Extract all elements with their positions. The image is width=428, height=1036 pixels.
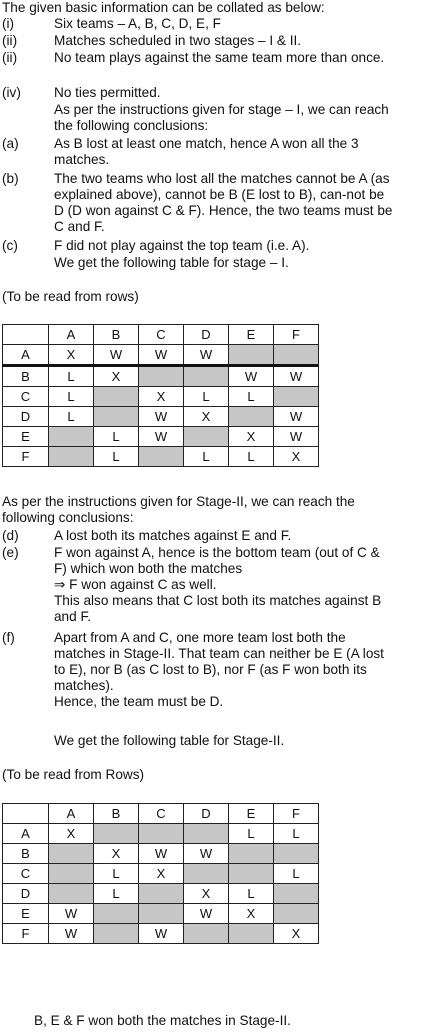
item-label: (ii) — [2, 33, 18, 48]
table-cell: W — [49, 924, 94, 944]
final-conclusion: B, E & F won both the matches in Stage-II. — [34, 1013, 291, 1028]
table-cell: X — [49, 824, 94, 844]
table-cell — [139, 824, 184, 844]
table-cell: L — [229, 387, 274, 407]
table-cell: W — [274, 366, 319, 387]
table-cell — [229, 924, 274, 944]
table-cell: W — [49, 904, 94, 924]
row-header: D — [3, 884, 49, 904]
table-cell: L — [184, 447, 229, 467]
item-line: A lost both its matches against E and F. — [54, 528, 292, 543]
column-header: C — [139, 804, 184, 824]
column-header: A — [49, 325, 94, 345]
table-cell: W — [139, 924, 184, 944]
table-cell: W — [229, 366, 274, 387]
item-text: No ties permitted. — [54, 85, 161, 100]
table-cell — [274, 884, 319, 904]
table-cell — [139, 447, 184, 467]
row-header: A — [3, 824, 49, 844]
table-cell — [49, 864, 94, 884]
table-cell — [274, 904, 319, 924]
item-text: As B lost at least one match, hence A won all the 3 matches. — [54, 136, 359, 167]
table-cell — [49, 447, 94, 467]
item-line: ⇒ F won against C as well. — [54, 577, 217, 592]
table-cell: X — [49, 345, 94, 366]
table-cell — [94, 387, 139, 407]
table-cell: W — [139, 844, 184, 864]
item-text — [54, 545, 394, 625]
item-label: (e) — [2, 545, 19, 560]
item-line: Hence, the team must be D. — [54, 694, 224, 709]
table-cell — [49, 884, 94, 904]
table-cell — [274, 844, 319, 864]
table-cell — [229, 345, 274, 366]
table-cell: W — [184, 904, 229, 924]
table-cell: W — [184, 844, 229, 864]
stage2-table — [2, 803, 319, 944]
row-header: B — [3, 844, 49, 864]
stage2-intro: As per the instructions given for Stage-II, we can reach the following conclusions: — [2, 494, 355, 525]
table-cell: X — [184, 407, 229, 427]
table-cell — [229, 407, 274, 427]
item-text: No team plays against the same team more than once. — [54, 50, 385, 65]
table-cell — [184, 824, 229, 844]
table-cell: X — [94, 366, 139, 387]
table-row — [3, 345, 319, 366]
table-cell — [184, 864, 229, 884]
table-cell — [94, 407, 139, 427]
column-header: B — [94, 804, 139, 824]
row-header: D — [3, 407, 49, 427]
table-cell: W — [274, 427, 319, 447]
table-row — [3, 864, 319, 884]
table-row — [3, 904, 319, 924]
table-cell: W — [94, 345, 139, 366]
table-cell: L — [229, 884, 274, 904]
table-cell: L — [229, 447, 274, 467]
table-cell — [274, 345, 319, 366]
item-text — [54, 528, 394, 544]
table-cell: W — [139, 407, 184, 427]
item-text: The two teams who lost all the matches cannot be A (as explained above), cannot be B (E lost to B), can-not be D (D won against C & F). Hence, the two teams must be C and F. — [54, 171, 393, 234]
item-label: (b) — [2, 171, 19, 186]
table-cell — [139, 366, 184, 387]
column-header: E — [229, 325, 274, 345]
item-text: F did not play against the top team (i.e. A). — [54, 238, 310, 253]
table-cell — [139, 884, 184, 904]
table-cell — [184, 427, 229, 447]
table-cell: X — [139, 864, 184, 884]
column-header: A — [49, 804, 94, 824]
column-header: E — [229, 804, 274, 824]
intro-text: The given basic information can be collated as below: — [2, 0, 325, 15]
item-label: (d) — [2, 528, 19, 543]
corner-cell — [3, 804, 49, 824]
table-cell: L — [49, 366, 94, 387]
table-cell: X — [274, 447, 319, 467]
table-cell: X — [139, 387, 184, 407]
item-label: (ii) — [2, 50, 18, 65]
table-cell: X — [229, 904, 274, 924]
table-row — [3, 924, 319, 944]
row-header: E — [3, 904, 49, 924]
item-label: (f) — [2, 630, 15, 645]
header-row — [3, 325, 319, 345]
item-label: (iv) — [2, 85, 21, 100]
table1-note: (To be read from rows) — [2, 289, 139, 304]
table-cell: L — [94, 884, 139, 904]
column-header: F — [274, 804, 319, 824]
table-cell — [94, 824, 139, 844]
row-header: C — [3, 864, 49, 884]
stage1-intro: As per the instructions given for stage – I, we can reach the following conclusions: — [54, 102, 389, 133]
table-cell: X — [274, 924, 319, 944]
table-row — [3, 824, 319, 844]
column-header: F — [274, 325, 319, 345]
table-row — [3, 366, 319, 387]
column-header: D — [184, 325, 229, 345]
table-cell: L — [94, 427, 139, 447]
table-cell: L — [94, 864, 139, 884]
table-row — [3, 844, 319, 864]
table-row — [3, 407, 319, 427]
table-cell — [94, 904, 139, 924]
table-cell — [94, 924, 139, 944]
row-header: F — [3, 924, 49, 944]
table-cell: W — [139, 345, 184, 366]
row-header: B — [3, 366, 49, 387]
item-label: (a) — [2, 136, 19, 151]
table-cell: L — [229, 824, 274, 844]
table-cell — [184, 366, 229, 387]
table-cell: W — [139, 427, 184, 447]
table-row — [3, 427, 319, 447]
table-cell: W — [274, 407, 319, 427]
table-cell: X — [229, 427, 274, 447]
item-text: Matches scheduled in two stages – I & II. — [54, 33, 302, 48]
table-cell: L — [184, 387, 229, 407]
column-header: C — [139, 325, 184, 345]
item-label: (i) — [2, 16, 15, 31]
table-cell: L — [274, 824, 319, 844]
table-cell — [139, 904, 184, 924]
table-cell: L — [94, 447, 139, 467]
item-line: This also means that C lost both its matches against B and F. — [54, 593, 382, 624]
table-cell: L — [274, 864, 319, 884]
table-row — [3, 387, 319, 407]
row-header: A — [3, 345, 49, 366]
table-cell: W — [184, 345, 229, 366]
table-cell: L — [49, 387, 94, 407]
row-header: E — [3, 427, 49, 447]
item-line: Apart from A and C, one more team lost both the matches in Stage-II. That team can neither be E (A lost to E), nor B (as C lost to B), nor F (as F won both its matches). — [54, 630, 384, 693]
item-text — [54, 630, 394, 710]
table-cell: L — [49, 407, 94, 427]
table-cell — [184, 924, 229, 944]
stage2-table-intro: We get the following table for Stage-II. — [54, 733, 285, 748]
header-row — [3, 804, 319, 824]
table2-note: (To be read from Rows) — [2, 767, 145, 782]
column-header: B — [94, 325, 139, 345]
table-cell — [49, 427, 94, 447]
table-cell — [49, 844, 94, 864]
item-label: (c) — [2, 238, 18, 253]
table-row — [3, 447, 319, 467]
column-header: D — [184, 804, 229, 824]
table-cell — [274, 387, 319, 407]
table-cell — [229, 844, 274, 864]
corner-cell — [3, 325, 49, 345]
table-cell — [229, 864, 274, 884]
stage1-table-intro: We get the following table for stage – I. — [54, 255, 289, 270]
stage1-table — [2, 324, 319, 467]
table-row — [3, 884, 319, 904]
item-text: Six teams – A, B, C, D, E, F — [54, 16, 221, 31]
table-cell: X — [184, 884, 229, 904]
table-cell: X — [94, 844, 139, 864]
row-header: F — [3, 447, 49, 467]
row-header: C — [3, 387, 49, 407]
item-line: F won against A, hence is the bottom team (out of C & F) which won both the matches — [54, 545, 380, 576]
